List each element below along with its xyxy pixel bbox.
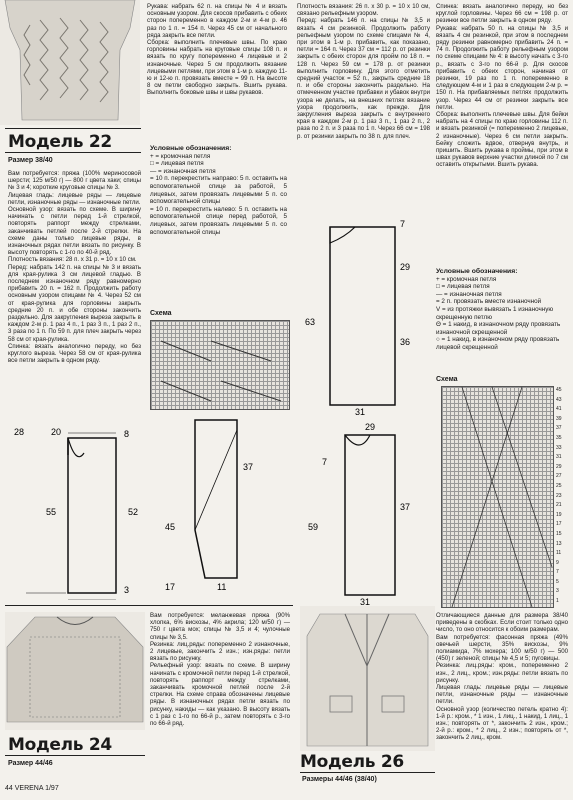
magazine-issue: VERENA 1/97 [14,785,59,792]
dim-26-37: 37 [400,502,411,512]
dim-22-11: 11 [217,582,227,592]
assembly-22: Сборка: выполнить плечевые швы. По краю горловины набрать на круговые спицы 108 п. и вязать по кругу попеременно 4 лицевые и 2 изнаночные. Через 5 см продолжить вязание лицевыми петлями, при этом в 1-м р. каждую 11-ю и 12-ю п. провязать вместе = 99 п. На высоте 8 см петли свободно закрыть. Вшить рукава. Выполнить боковые швы и швы рукавов. [147,39,287,97]
schema-26-grid [441,386,554,608]
model-22-col1 [8,170,141,364]
sleeves-26: Рукава: набрать 50 п. на спицы № 3,5 и вязать 4 см резинкой, при этом в последнем ряду резинки равномерно прибавить 24 п. = 74 п. Продолжить работу рельефным узором по схеме спицами № 4: в высоту начать с 3-го р., вязать с 3-го по 66-й р. Для скосов прибавить с обеих сторон, начиная от резинки, 19 раз по 1 п. попеременно в следующем 4-м и 1 раз в следующем 2-м р. = 150 п. На прибавляемых петлях продолжить узор. Через 44 см от резинки закрыть все петли. [436,24,568,111]
dim-22-20: 20 [51,427,62,437]
dim-26-29b: 29 [365,422,376,432]
stocking-stitch-26: Лицевая гладь: лицевые ряды — лицевые петли, изнаночные ряды — изнаночные петли. [436,684,568,706]
schema-22-cables [151,321,291,411]
legend-26-k2tog: = 2 п. провязать вместе изнаночной [436,298,542,306]
back-26: Спинка: вязать аналогично переду, но без круглой горловины. Через 66 см = 198 р. от резинки все петли закрыть в одном ряду. [436,3,568,25]
dim-26-59: 59 [308,522,319,532]
schematic-22-sleeve [145,410,290,600]
schema-26-row-numbers [556,386,570,607]
row-num: 13 [556,540,562,547]
rib-24: Резинка: лиц.ряды: попеременно 2 изнаночные, 2 лицевые, закончить 2 изн.; изн.ряды: петли вязать по рисунку. [150,640,290,663]
row-num: 35 [556,434,562,441]
materials-26: Вам потребуется: фасонная пряжа (49% овечьей шерсти, 35% вискозы, 9% полиамида, 7% мохера; 100 м/50 г) — 500 (450) г зеленой; спицы № 4,5 и 5; пуговицы. [436,633,568,663]
model-24-col [150,612,290,727]
rib-26: Резинка: лиц.ряды: кром., попеременно 2 изн., 2 лиц., кром.; изн.ряды: петли вязать по рисунку. [436,662,568,684]
cardigan-photo-26 [300,606,435,751]
row-num: 19 [556,511,562,518]
legend-26-title: Условные обозначения: [436,268,518,275]
row-num: 25 [556,482,562,489]
dim-26-63: 63 [305,317,316,327]
dim-26-36: 36 [400,337,411,347]
sweater-photo-22 [0,0,140,125]
row-num: 43 [556,396,562,403]
gauge-26: Плотность вязания: 26 п. х 30 р. = 10 х 10 см, связано рельефным узором. [297,3,430,18]
dim-22-45: 45 [165,522,176,532]
gauge-22: Плотность вязания: 28 п. х 31 р. = 10 х 10 см. [8,256,137,264]
front-22: Перед: набрать 142 п. на спицы № 3 и вязать для края-рулика 3 см лицевой гладью. В последнем изнаночном ряду равномерно прибавить 20 п. = 162 п. Продолжить работу основным узором спицами № 4. Через 52 см от края-рулика для горловины закрыть средние 20 п. и обе стороны закончить раздельно. Для закругления выреза закрыть в каждом 2-м р. 1 раз 4 п., 1 раз 3 п., 1 раз 2 п., 3 раза по 1 п. По 59 п. для плеч закрыть через 58 см от края-рулика. [8,263,141,343]
schema-26-diagonals [442,387,555,609]
page-footer [5,785,59,792]
main-pattern-26: Основной узор (количество петель кратно 4): 1-й р.: кром., * 1 изн., 1 лиц., 1 накид, 1 лиц., 1 изн.; повторять от *, закончить 2 изн., кром.; 2-й р.: кром., * 2 лиц., 2 изн.; повторять от *, закончить 2 лиц., кром. [436,705,568,742]
dim-26-7b: 7 [322,457,328,467]
relief-pattern-24: Рельефный узор: вязать по схеме. В ширину начинать с кромочной петли перед 1-й стрелкой, повторять раппорт между стрелками, заканчивать кромочной петлей после 2-й стрелки. На схеме справа обозначены лицевые ряды. В изнаночных рядах петли вязать по рисунку, накиды — как указано. В высоту вязать с 1 раз с 1-го по 66-й р., затем повторять с 3-го по 66-й ряд. [150,662,290,728]
back-22: Спинка: вязать аналогично переду, но без круглого выреза. Через 58 см от края-рулика все петли закрыть в одном ряду. [8,342,141,365]
front-26: Перед: набрать 146 п. на спицы № 3,5 и вязать 4 см резинкой. Продолжить работу рельефным узором по схеме спицами № 4, при этом в 1-м р. прибавить, как показано, петли = 164 п. Через 37 см = 112 р. от резинки закрыть с обеих сторон для пройм по 18 п. = 128 п. Через 59 см = 178 р. от резинки выполнить горловину. Для этого отметить средний участок = 52 п., закрыть средние 18 п. и обе стороны закончить раздельно. На отмеченном участке прибавки и убавок внутри узора не делать, на внешних петлях вязание узора продолжить, как прежде. Для закругления выреза закрыть с внутреннего края в каждом 2-м р. 1 раз 3 п., 1 раз 2 п., 2 раза по 2 п. и 3 раза по 1 п. Через 66 см = 198 р. от резинки закрыть по 38 п. для плеч. [297,17,430,140]
model-26-col2 [436,3,568,169]
schematic-22-body [6,425,144,600]
row-num: 41 [556,406,562,413]
row-num: 1 [556,598,559,605]
row-num: 7 [556,569,559,576]
model-26-tail [436,612,568,742]
stocking-stitch-22: Лицевая гладь: лицевые ряды — лицевые петли, изнаночные ряды — изнаночные петли. [8,191,141,206]
schematic-26-body [300,215,435,415]
dim-22-17: 17 [165,582,176,592]
model-24-title: Модель 24 [8,735,112,755]
legend-26-theta: Θ = 1 накид, в изнаночном ряду провязать изнаночной скрещенной [436,321,561,336]
row-num: 11 [556,550,562,557]
row-num: 29 [556,463,562,470]
dim-26-31b: 31 [360,597,371,605]
row-num: 31 [556,454,562,461]
row-num: 21 [556,502,562,509]
dim-22-3: 3 [124,585,130,595]
model-26-col1 [297,3,430,140]
dim-26-31: 31 [355,407,366,415]
schema-22-label: Схема [150,310,172,317]
model-26-title: Модель 26 [300,752,404,772]
model-26-size: Размеры 44/46 (38/40) [302,776,377,783]
legend-22-cross-left: = 10 п. перекрестить налево: 5 п. оставить на вспомогательной спице перед работой, 5 лицевых, затем провязать лицевыми 5 п. со вспомогательной спицы [150,205,287,236]
dim-26-7: 7 [400,219,406,229]
assembly-26: Сборка: выполнить плечевые швы. Для бейки набрать на 4 спицы по краю горловины 112 п. и вязать резинкой (= попеременно 2 лицевые, 2 изнаночные). Через 6 см петли закрыть. Бейку сложить вдвое, отвернув внутрь, и пришить. Вшить рукава в проймы, при этом в швах рукавов верхние участки длиной по 7 см оставить открытыми. Вшить рукава. [436,111,568,169]
schematic-26-sleeve [300,420,435,605]
materials-22: Вам потребуется: пряжа (100% мериносовой шерсти; 125 м/50 г) — 800 г цвета хаки; спицы № 3 и 4; короткие круговые спицы № 3. [8,170,141,192]
row-num: 17 [556,521,562,528]
page-number: 44 [5,785,13,792]
dim-26-29: 29 [400,262,411,272]
legend-22-purl: — = изнаночная петля [150,167,216,175]
legend-26-purl: — = изнаночная петля [436,290,502,298]
row-num: 33 [556,444,562,451]
legend-22-cross-right: = 10 п. перекрестить направо: 5 п. оставить на вспомогательной спице за работой, 5 лицевых, затем провязать лицевыми 5 п. со вспомогательной спицы [150,175,287,206]
model-22-title: Модель 22 [8,132,112,152]
row-num: 9 [556,559,559,566]
row-num: 15 [556,530,562,537]
legend-26-edge: + = кромочная петля [436,275,497,283]
row-num: 3 [556,588,559,595]
schema-22-grid [150,320,290,410]
legend-22-title: Условные обозначения: [150,145,232,152]
dim-22-52: 52 [128,507,139,517]
materials-24: Вам потребуется: меланжевая пряжа (90% хлопка, 6% вискозы, 4% акрила; 120 м/50 г) — 750 г цвета мох; спицы № 3,5 и 4; чулочные спицы № 3,5. [150,612,290,641]
legend-26 [436,268,568,352]
legend-26-knit: □ = лицевая петля [436,283,490,291]
row-num: 27 [556,473,562,480]
schema-26-label: Схема [436,376,458,383]
row-num: 45 [556,387,562,393]
sleeves-22: Рукава: набрать 62 п. на спицы № 4 и вязать основным узором. Для скосов прибавить с обеих сторон попеременно в каждом 2-м и 4-м р. 46 раз по 1 п. = 154 п. Через 45 см от начального ряда закрыть все петли. [147,3,287,39]
row-num: 37 [556,425,562,432]
main-pattern-22: Основной узор: вязать по схеме. В ширину начинать с петли перед 1-й стрелкой, повторять раппорт между стрелками, заканчивать петлей после 2-й стрелки. На схеме даны только лицевые ряды, в изнаночных рядах петли вязать по рисунку. В высоту повторять с 1-го по 40-й ряд. [8,206,141,257]
sizes-note-26: Отличающиеся данные для размера 38/40 приведены в скобках. Если стоит только одно число, то оно относится к обоим размерам. [436,612,568,634]
model-22-col2 [147,3,287,97]
model-24-size: Размер 44/46 [8,760,53,767]
model-22-size: Размер 38/40 [8,157,53,164]
dim-22-55: 55 [46,507,57,517]
row-num: 39 [556,415,562,422]
legend-22-edge: + = кромочная петля [150,152,211,160]
legend-26-o: ○ = 1 накид, в изнаночном ряду провязать лицевой скрещенной [436,336,560,351]
row-num: 23 [556,492,562,499]
dim-22-8: 8 [124,429,130,439]
row-num: 5 [556,578,559,585]
legend-26-v: V = из протяжки вывязать 1 изнаночную скрещенную петлю [436,305,554,321]
legend-22-knit: □ = лицевая петля [150,160,204,168]
legend-22 [150,145,287,236]
dim-22-28: 28 [14,427,25,437]
dim-22-37: 37 [243,462,254,472]
sweater-photo-24 [5,612,145,730]
